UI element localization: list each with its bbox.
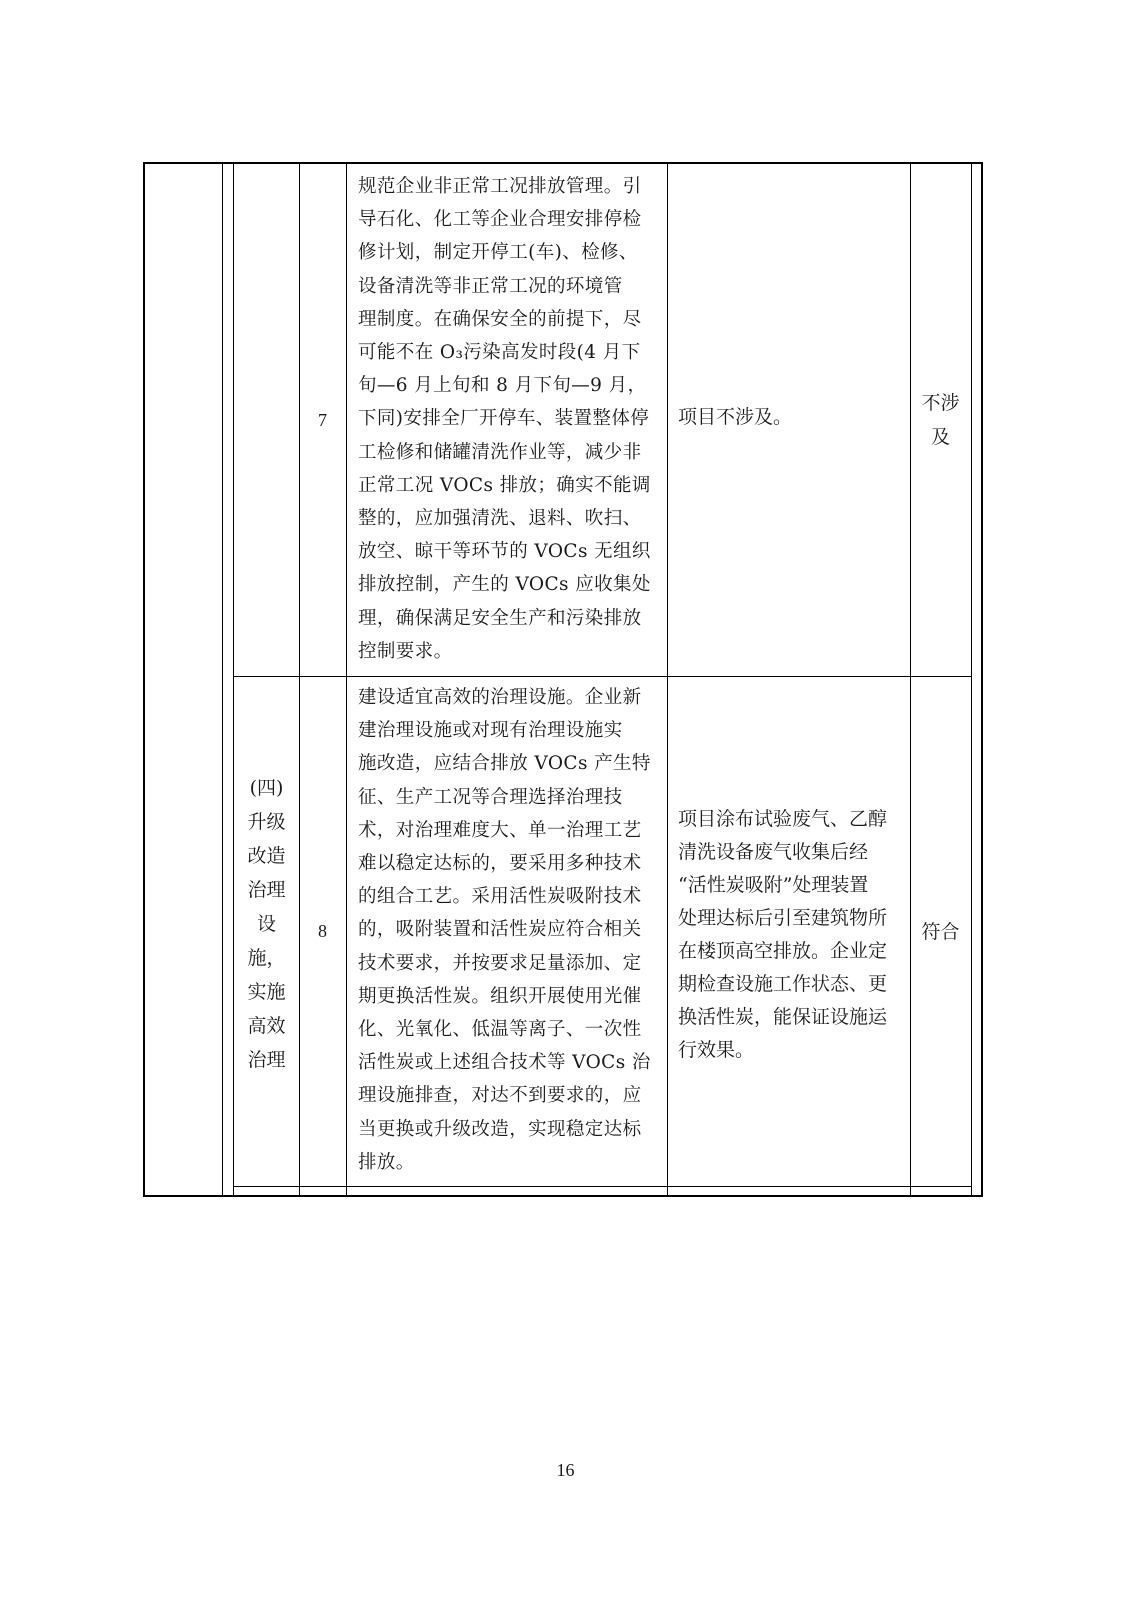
project-status — [678, 803, 906, 1067]
category-line: (四) — [249, 777, 284, 799]
text-line: 的，吸附装置和活性炭应符合相关 — [358, 919, 642, 941]
conclusion — [910, 164, 971, 676]
category-line: 高效 — [247, 1015, 286, 1037]
category-line: 治理 — [247, 879, 286, 901]
text-line: 活性炭或上述组合技术等 VOCs 治 — [358, 1052, 651, 1074]
category-line: 升级 — [247, 811, 286, 833]
text-line: 规范企业非正常工况排放管理。引 — [358, 176, 642, 197]
text-line: 排放。 — [358, 1151, 415, 1173]
row-divider — [233, 1186, 971, 1187]
project-status — [678, 401, 903, 434]
table-divider — [667, 162, 668, 1197]
conclusion-line: 及 — [930, 426, 950, 448]
text-line: 期检查设施工作状态、更 — [678, 973, 888, 995]
table-divider — [971, 162, 972, 1197]
table-divider — [346, 162, 347, 1197]
category-line: 设 — [256, 913, 276, 935]
category-line: 实施 — [247, 981, 286, 1003]
category-line: 改造 — [247, 845, 286, 867]
text-line: 的组合工艺。采用活性炭吸附技术 — [358, 886, 642, 908]
text-line: 行效果。 — [678, 1039, 755, 1061]
text-line: 设备清洗等非正常工况的环境管 — [358, 275, 623, 297]
text-line: 正常工况 VOCs 排放；确实不能调 — [358, 474, 651, 496]
text-line: 在楼顶高空排放。企业定 — [678, 940, 888, 962]
text-line: 术，对治理难度大、单一治理工艺 — [358, 819, 642, 841]
text-line: 修计划，制定开停工(车)、检修、 — [358, 242, 638, 264]
text-line: 控制要求。 — [358, 640, 453, 662]
category-line: 施， — [247, 947, 286, 969]
conclusion-line: 不涉 — [921, 392, 960, 414]
row-number-text: 7 — [318, 409, 327, 430]
text-line: 理，确保满足安全生产和污染排放 — [358, 607, 642, 629]
text-line: 工检修和储罐清洗作业等，减少非 — [358, 441, 642, 463]
category-line: 治理 — [247, 1049, 286, 1071]
conclusion-text: 符合 — [921, 920, 960, 943]
text-line: 放空、晾干等环节的 VOCs 无组织 — [358, 541, 651, 563]
row-number — [299, 164, 346, 676]
text-line: 排放控制，产生的 VOCs 应收集处 — [358, 574, 651, 596]
requirement-text — [358, 681, 663, 1179]
text-line: 化、光氧化、低温等离子、一次性 — [358, 1019, 642, 1041]
row-number — [299, 677, 346, 1186]
text-line: 换活性炭，能保证设施运 — [678, 1006, 888, 1028]
text-line: 建设适宜高效的治理设施。企业新 — [358, 687, 642, 708]
text-line: 难以稳定达标的，要采用多种技术 — [358, 853, 642, 875]
text-line: “活性炭吸附”处理装置 — [678, 874, 869, 896]
project-status-text: 项目不涉及。 — [678, 406, 793, 428]
requirement-text — [358, 170, 663, 668]
text-line: 整的，应加强清洗、退料、吹扫、 — [358, 508, 642, 530]
text-line: 施改造，应结合排放 VOCs 产生特 — [358, 753, 651, 775]
text-line: 导石化、化工等企业合理安排停检 — [358, 209, 642, 231]
text-line: 当更换或升级改造，实现稳定达标 — [358, 1118, 642, 1140]
text-line: 技术要求，并按要求足量添加、定 — [358, 952, 642, 974]
category-label — [234, 771, 299, 1077]
conclusion — [910, 677, 971, 1186]
text-line: 理设施排查，对达不到要求的，应 — [358, 1085, 642, 1107]
text-line: 处理达标后引至建筑物所 — [678, 907, 888, 929]
text-line: 期更换活性炭。组织开展使用光催 — [358, 985, 642, 1007]
text-line: 理制度。在确保安全的前提下，尽 — [358, 308, 642, 330]
text-line: 建治理设施或对现有治理设施实 — [358, 720, 623, 742]
text-line: 项目涂布试验废气、乙醇 — [678, 808, 888, 830]
text-line: 清洗设备废气收集后经 — [678, 841, 869, 863]
text-line: 征、生产工况等合理选择治理技 — [358, 786, 623, 808]
table-divider — [222, 162, 223, 1197]
text-line: 旬—6 月上旬和 8 月下旬—9 月， — [358, 375, 647, 397]
page-number: 16 — [556, 1460, 575, 1480]
row-number-text: 8 — [318, 921, 327, 941]
text-line: 下同)安排全厂开停车、装置整体停 — [358, 408, 650, 430]
text-line: 可能不在 O₃污染高发时段(4 月下 — [358, 342, 641, 364]
